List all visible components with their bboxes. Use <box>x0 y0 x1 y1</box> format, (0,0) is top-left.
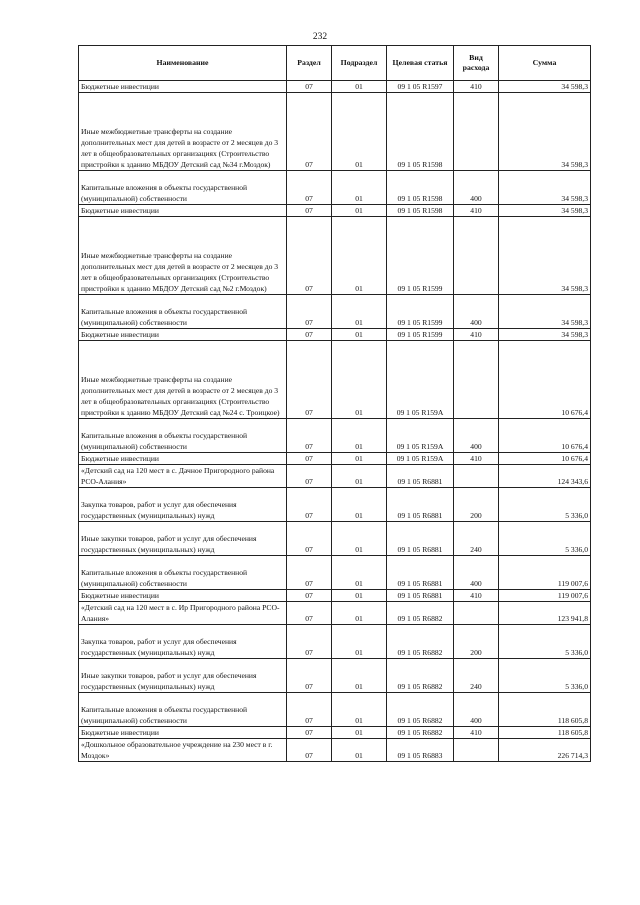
row-subsection-cell: 01 <box>332 93 387 171</box>
row-name-cell: Бюджетные инвестиции <box>79 81 287 93</box>
row-subsection-cell: 01 <box>332 739 387 762</box>
table-header-row <box>79 46 591 81</box>
header-sum: Сумма <box>499 46 591 81</box>
row-expense-cell: 400 <box>454 419 499 453</box>
row-target-cell: 09 1 05 R6882 <box>387 602 454 625</box>
row-section-cell: 07 <box>287 659 332 693</box>
row-target-cell: 09 1 05 R6881 <box>387 488 454 522</box>
row-subsection-cell: 01 <box>332 522 387 556</box>
table-row <box>79 341 591 419</box>
row-sum-cell: 119 007,6 <box>499 556 591 590</box>
row-section-cell: 07 <box>287 556 332 590</box>
row-section-cell: 07 <box>287 295 332 329</box>
row-target-cell: 09 1 05 R159A <box>387 341 454 419</box>
row-name-cell: Иные закупки товаров, работ и услуг для обеспечения государственных (муниципальных) нужд <box>79 659 287 693</box>
row-target-cell: 09 1 05 R6882 <box>387 727 454 739</box>
row-subsection-cell: 01 <box>332 590 387 602</box>
row-name-cell: Иные межбюджетные трансферты на создание дополнительных мест для детей в возрасте от 2 месяцев до 3 лет в общеобразовательных организациях (Строительство пристройки к зданию МБДОУ Детский сад №24 с. Троицкое) <box>79 341 287 419</box>
row-expense-cell: 240 <box>454 522 499 556</box>
row-expense-cell <box>454 739 499 762</box>
row-name-cell: Иные межбюджетные трансферты на создание дополнительных мест для детей в возрасте от 2 месяцев до 3 лет в общеобразовательных организациях (Строительство пристройки к зданию МБДОУ Детский сад №34 г.Моздок) <box>79 93 287 171</box>
row-subsection-cell: 01 <box>332 693 387 727</box>
table-row <box>79 465 591 488</box>
row-name-cell: «Детский сад на 120 мест в с. Ир Пригородного района РСО-Алания» <box>79 602 287 625</box>
row-sum-cell: 118 605,8 <box>499 727 591 739</box>
row-expense-cell: 400 <box>454 693 499 727</box>
row-subsection-cell: 01 <box>332 295 387 329</box>
table-row <box>79 625 591 659</box>
row-expense-cell: 200 <box>454 488 499 522</box>
row-name-cell: Капитальные вложения в объекты государственной (муниципальной) собственности <box>79 171 287 205</box>
row-expense-cell <box>454 217 499 295</box>
budget-table <box>78 45 591 762</box>
row-name-cell: Закупка товаров, работ и услуг для обеспечения государственных (муниципальных) нужд <box>79 625 287 659</box>
row-expense-cell <box>454 93 499 171</box>
row-subsection-cell: 01 <box>332 341 387 419</box>
row-expense-cell: 410 <box>454 453 499 465</box>
row-section-cell: 07 <box>287 693 332 727</box>
table-row <box>79 329 591 341</box>
header-target: Целевая статья <box>387 46 454 81</box>
table-row <box>79 590 591 602</box>
row-name-cell: «Детский сад на 120 мест в с. Дачное Пригородного района РСО-Алания» <box>79 465 287 488</box>
row-target-cell: 09 1 05 R1599 <box>387 329 454 341</box>
row-subsection-cell: 01 <box>332 465 387 488</box>
row-subsection-cell: 01 <box>332 171 387 205</box>
row-sum-cell: 10 676,4 <box>499 419 591 453</box>
table-row <box>79 659 591 693</box>
row-name-cell: Бюджетные инвестиции <box>79 590 287 602</box>
header-name: Наименование <box>79 46 287 81</box>
row-name-cell: Бюджетные инвестиции <box>79 329 287 341</box>
row-subsection-cell: 01 <box>332 727 387 739</box>
table-row <box>79 171 591 205</box>
row-section-cell: 07 <box>287 93 332 171</box>
row-sum-cell: 118 605,8 <box>499 693 591 727</box>
row-name-cell: Капитальные вложения в объекты государственной (муниципальной) собственности <box>79 556 287 590</box>
row-target-cell: 09 1 05 R6881 <box>387 556 454 590</box>
row-sum-cell: 5 336,0 <box>499 522 591 556</box>
row-target-cell: 09 1 05 R159A <box>387 419 454 453</box>
row-section-cell: 07 <box>287 217 332 295</box>
row-target-cell: 09 1 05 R6881 <box>387 522 454 556</box>
table-row <box>79 205 591 217</box>
row-target-cell: 09 1 05 R1597 <box>387 81 454 93</box>
row-sum-cell: 226 714,3 <box>499 739 591 762</box>
header-expense: Вид расхода <box>454 46 499 81</box>
row-sum-cell: 34 598,3 <box>499 205 591 217</box>
row-section-cell: 07 <box>287 739 332 762</box>
row-target-cell: 09 1 05 R159A <box>387 453 454 465</box>
row-sum-cell: 34 598,3 <box>499 217 591 295</box>
row-target-cell: 09 1 05 R1598 <box>387 171 454 205</box>
row-section-cell: 07 <box>287 522 332 556</box>
table-row <box>79 217 591 295</box>
row-subsection-cell: 01 <box>332 556 387 590</box>
row-name-cell: Капитальные вложения в объекты государственной (муниципальной) собственности <box>79 419 287 453</box>
table-body <box>79 81 591 762</box>
row-sum-cell: 34 598,3 <box>499 81 591 93</box>
row-name-cell: Капитальные вложения в объекты государственной (муниципальной) собственности <box>79 693 287 727</box>
row-sum-cell: 5 336,0 <box>499 488 591 522</box>
row-name-cell: Иные межбюджетные трансферты на создание дополнительных мест для детей в возрасте от 2 месяцев до 3 лет в общеобразовательных организациях (Строительство пристройки к зданию МБДОУ Детский сад №2 г.Моздок) <box>79 217 287 295</box>
row-section-cell: 07 <box>287 625 332 659</box>
row-name-cell: Бюджетные инвестиции <box>79 205 287 217</box>
table-row <box>79 295 591 329</box>
row-sum-cell: 123 941,8 <box>499 602 591 625</box>
table-row <box>79 556 591 590</box>
row-target-cell: 09 1 05 R6882 <box>387 659 454 693</box>
row-target-cell: 09 1 05 R6881 <box>387 590 454 602</box>
row-expense-cell: 410 <box>454 205 499 217</box>
row-subsection-cell: 01 <box>332 453 387 465</box>
row-name-cell: Бюджетные инвестиции <box>79 727 287 739</box>
row-subsection-cell: 01 <box>332 217 387 295</box>
row-expense-cell: 410 <box>454 329 499 341</box>
row-expense-cell <box>454 602 499 625</box>
row-section-cell: 07 <box>287 465 332 488</box>
row-sum-cell: 10 676,4 <box>499 453 591 465</box>
header-subsection: Подраздел <box>332 46 387 81</box>
row-subsection-cell: 01 <box>332 81 387 93</box>
header-section: Раздел <box>287 46 332 81</box>
row-sum-cell: 10 676,4 <box>499 341 591 419</box>
row-expense-cell: 200 <box>454 625 499 659</box>
row-section-cell: 07 <box>287 205 332 217</box>
row-section-cell: 07 <box>287 81 332 93</box>
table-row <box>79 693 591 727</box>
row-sum-cell: 34 598,3 <box>499 295 591 329</box>
row-sum-cell: 34 598,3 <box>499 171 591 205</box>
row-expense-cell: 400 <box>454 171 499 205</box>
row-section-cell: 07 <box>287 590 332 602</box>
row-section-cell: 07 <box>287 329 332 341</box>
row-target-cell: 09 1 05 R6882 <box>387 693 454 727</box>
row-section-cell: 07 <box>287 727 332 739</box>
row-sum-cell: 34 598,3 <box>499 93 591 171</box>
row-subsection-cell: 01 <box>332 419 387 453</box>
row-sum-cell: 34 598,3 <box>499 329 591 341</box>
row-name-cell: Капитальные вложения в объекты государственной (муниципальной) собственности <box>79 295 287 329</box>
row-sum-cell: 124 343,6 <box>499 465 591 488</box>
row-expense-cell <box>454 465 499 488</box>
row-expense-cell: 410 <box>454 590 499 602</box>
table-row <box>79 739 591 762</box>
row-target-cell: 09 1 05 R6883 <box>387 739 454 762</box>
row-expense-cell: 410 <box>454 81 499 93</box>
row-section-cell: 07 <box>287 453 332 465</box>
row-name-cell: Бюджетные инвестиции <box>79 453 287 465</box>
row-subsection-cell: 01 <box>332 625 387 659</box>
row-name-cell: Закупка товаров, работ и услуг для обеспечения государственных (муниципальных) нужд <box>79 488 287 522</box>
row-sum-cell: 5 336,0 <box>499 625 591 659</box>
page-number: 232 <box>312 32 328 42</box>
row-target-cell: 09 1 05 R1598 <box>387 93 454 171</box>
table-row <box>79 488 591 522</box>
row-section-cell: 07 <box>287 488 332 522</box>
row-subsection-cell: 01 <box>332 205 387 217</box>
row-expense-cell: 240 <box>454 659 499 693</box>
row-sum-cell: 5 336,0 <box>499 659 591 693</box>
row-section-cell: 07 <box>287 419 332 453</box>
row-target-cell: 09 1 05 R1599 <box>387 217 454 295</box>
table-row <box>79 522 591 556</box>
row-section-cell: 07 <box>287 602 332 625</box>
row-section-cell: 07 <box>287 171 332 205</box>
row-name-cell: Иные закупки товаров, работ и услуг для обеспечения государственных (муниципальных) нужд <box>79 522 287 556</box>
table-row <box>79 81 591 93</box>
table-row <box>79 93 591 171</box>
row-subsection-cell: 01 <box>332 602 387 625</box>
table-row <box>79 419 591 453</box>
row-target-cell: 09 1 05 R6881 <box>387 465 454 488</box>
row-target-cell: 09 1 05 R1599 <box>387 295 454 329</box>
table-row <box>79 727 591 739</box>
row-name-cell: «Дошкольное образовательное учреждение на 230 мест в г. Моздок» <box>79 739 287 762</box>
row-sum-cell: 119 007,6 <box>499 590 591 602</box>
row-subsection-cell: 01 <box>332 488 387 522</box>
table-row <box>79 602 591 625</box>
row-target-cell: 09 1 05 R6882 <box>387 625 454 659</box>
row-expense-cell: 400 <box>454 295 499 329</box>
row-target-cell: 09 1 05 R1598 <box>387 205 454 217</box>
row-expense-cell: 410 <box>454 727 499 739</box>
row-section-cell: 07 <box>287 341 332 419</box>
table-row <box>79 453 591 465</box>
row-expense-cell <box>454 341 499 419</box>
row-expense-cell: 400 <box>454 556 499 590</box>
row-subsection-cell: 01 <box>332 659 387 693</box>
row-subsection-cell: 01 <box>332 329 387 341</box>
